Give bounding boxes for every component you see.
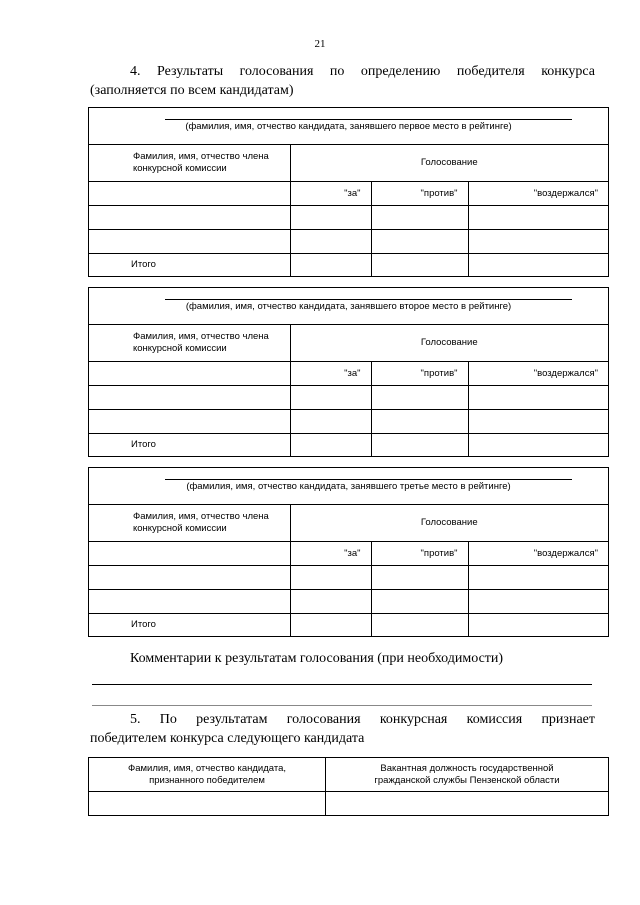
- candidate-name-field[interactable]: [89, 108, 608, 145]
- winner-name-header: Фамилия, имя, отчество кандидата, признанного победителем: [89, 758, 326, 792]
- for-header: "за": [290, 361, 371, 385]
- winner-table: [88, 757, 609, 816]
- member-header: Фамилия, имя, отчество члена конкурсной комиссии: [89, 505, 290, 541]
- against-cell[interactable]: [371, 409, 468, 433]
- vacant-position-header: Вакантная должность государственной гражданской службы Пензенской области: [326, 758, 609, 792]
- comments-label: Комментарии к результатам голосования (при необходимости): [130, 651, 504, 666]
- table-row: [89, 409, 608, 433]
- for-cell[interactable]: [290, 565, 371, 589]
- total-label: Итого: [89, 613, 290, 636]
- candidate-name-line: [165, 479, 572, 480]
- against-total[interactable]: [371, 253, 468, 276]
- candidate-name-line: [165, 119, 572, 120]
- candidate-caption: (фамилия, имя, отчество кандидата, занявшего первое место в рейтинге): [185, 121, 512, 132]
- member-cell[interactable]: [89, 229, 290, 253]
- for-header: "за": [290, 181, 371, 205]
- table-row: [89, 205, 608, 229]
- total-label: Итого: [89, 253, 290, 276]
- table-row: [89, 229, 608, 253]
- against-header: "против": [371, 181, 468, 205]
- voting-table-third-place: [88, 467, 609, 637]
- table-row: [89, 589, 608, 613]
- abstained-header: "воздержался": [468, 541, 608, 565]
- against-cell[interactable]: [371, 229, 468, 253]
- section-5-line2: победителем конкурса следующего кандидата: [90, 731, 365, 746]
- member-cell[interactable]: [89, 589, 290, 613]
- abstained-cell[interactable]: [468, 565, 608, 589]
- vacant-position-cell[interactable]: [326, 792, 609, 816]
- against-total[interactable]: [371, 613, 468, 636]
- abstained-cell[interactable]: [468, 409, 608, 433]
- for-total[interactable]: [290, 613, 371, 636]
- section-5-heading: [90, 710, 595, 748]
- against-header: "против": [371, 361, 468, 385]
- voting-header: Голосование: [290, 505, 608, 541]
- member-cell[interactable]: [89, 361, 290, 385]
- section-5-line1: 5. По результатам голосования конкурсная комиссия признает: [130, 712, 595, 727]
- candidate-caption: (фамилия, имя, отчество кандидата, занявшего второе место в рейтинге): [185, 301, 512, 312]
- total-row: [89, 433, 608, 456]
- abstained-total[interactable]: [468, 613, 608, 636]
- against-cell[interactable]: [371, 589, 468, 613]
- candidate-caption: (фамилия, имя, отчество кандидата, занявшего третье место в рейтинге): [186, 481, 511, 492]
- abstained-cell[interactable]: [468, 229, 608, 253]
- abstained-header: "воздержался": [468, 181, 608, 205]
- section-4-heading: [90, 62, 595, 100]
- comments-line-2[interactable]: [92, 705, 592, 706]
- table-row: [89, 385, 608, 409]
- abstained-cell[interactable]: [468, 589, 608, 613]
- abstained-cell[interactable]: [468, 205, 608, 229]
- against-total[interactable]: [371, 433, 468, 456]
- for-cell[interactable]: [290, 409, 371, 433]
- member-cell[interactable]: [89, 181, 290, 205]
- for-cell[interactable]: [290, 205, 371, 229]
- comments-line-1[interactable]: [92, 684, 592, 685]
- candidate-name-field[interactable]: [89, 288, 608, 325]
- abstained-cell[interactable]: [468, 385, 608, 409]
- votes-table: [89, 325, 608, 456]
- member-cell[interactable]: [89, 409, 290, 433]
- votes-table: [89, 505, 608, 636]
- member-header: Фамилия, имя, отчество члена конкурсной комиссии: [89, 325, 290, 361]
- section-4-line2: (заполняется по всем кандидатам): [90, 83, 294, 98]
- against-cell[interactable]: [371, 565, 468, 589]
- for-total[interactable]: [290, 433, 371, 456]
- against-cell[interactable]: [371, 205, 468, 229]
- votes-table: [89, 145, 608, 276]
- for-total[interactable]: [290, 253, 371, 276]
- for-header: "за": [290, 541, 371, 565]
- for-cell[interactable]: [290, 385, 371, 409]
- total-row: [89, 253, 608, 276]
- member-cell[interactable]: [89, 385, 290, 409]
- abstained-header: "воздержался": [468, 361, 608, 385]
- against-header: "против": [371, 541, 468, 565]
- section-4-line1: 4. Результаты голосования по определению победителя конкурса: [130, 64, 595, 79]
- against-cell[interactable]: [371, 385, 468, 409]
- total-label: Итого: [89, 433, 290, 456]
- total-row: [89, 613, 608, 636]
- for-cell[interactable]: [290, 229, 371, 253]
- voting-table-second-place: [88, 287, 609, 457]
- member-cell[interactable]: [89, 565, 290, 589]
- abstained-total[interactable]: [468, 253, 608, 276]
- candidate-name-line: [165, 299, 572, 300]
- abstained-total[interactable]: [468, 433, 608, 456]
- page-number: 21: [314, 38, 326, 50]
- voting-header: Голосование: [290, 145, 608, 181]
- member-cell[interactable]: [89, 205, 290, 229]
- table-row: [89, 565, 608, 589]
- candidate-name-field[interactable]: [89, 468, 608, 505]
- member-cell[interactable]: [89, 541, 290, 565]
- member-header: Фамилия, имя, отчество члена конкурсной комиссии: [89, 145, 290, 181]
- for-cell[interactable]: [290, 589, 371, 613]
- voting-header: Голосование: [290, 325, 608, 361]
- winner-name-cell[interactable]: [89, 792, 326, 816]
- voting-table-first-place: [88, 107, 609, 277]
